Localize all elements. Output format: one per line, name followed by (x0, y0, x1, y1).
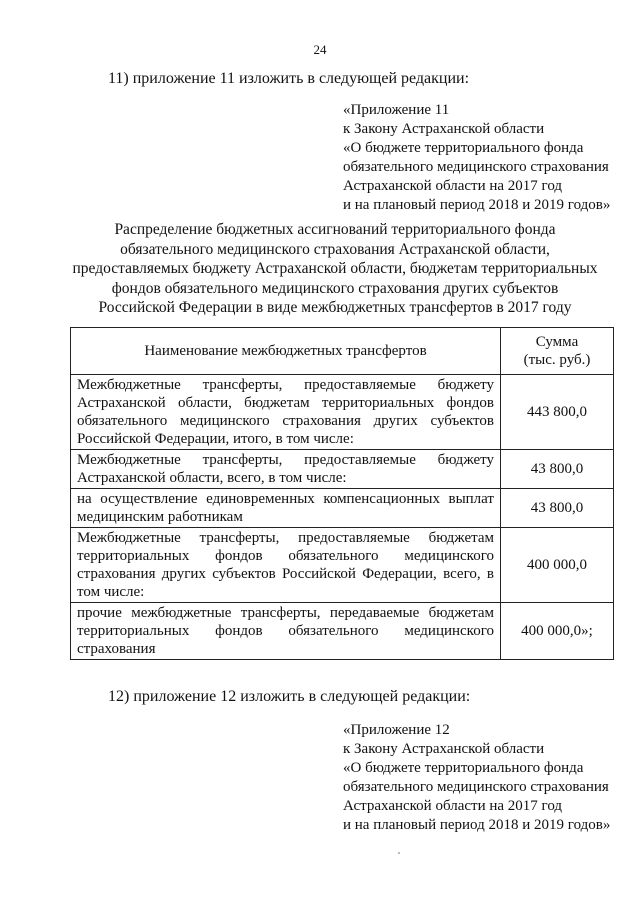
appendix-12-header (343, 721, 610, 835)
table-title-line: Распределение бюджетных ассигнований территориального фонда (114, 221, 556, 238)
row-amount: 400 000,0 (501, 528, 614, 603)
row-amount: 43 800,0 (501, 489, 614, 528)
appendix-header-line: и на плановый период 2018 и 2019 годов» (343, 197, 611, 213)
appendix-header-line: к Закону Астраханской области (343, 741, 545, 757)
row-amount: 443 800,0 (501, 375, 614, 450)
table-row (71, 450, 614, 489)
appendix-header-line: обязательного медицинского страхования (343, 159, 609, 175)
table-row (71, 489, 614, 528)
appendix-header-line: «Приложение 12 (343, 722, 450, 738)
appendix-header-line: обязательного медицинского страхования (343, 779, 609, 795)
header-sum-line: Сумма (535, 334, 579, 350)
row-amount: 400 000,0»; (501, 603, 614, 660)
appendix-header-line: «О бюджете территориального фонда (343, 140, 584, 156)
table-title-line: Российской Федерации в виде межбюджетных трансфертов в 2017 году (98, 299, 572, 316)
header-sum-line: (тыс. руб.) (523, 352, 591, 368)
row-name: Межбюджетные трансферты, предоставляемые бюджету Астраханской области, бюджетам территориальных фондов обязательного медицинского страхования других субъектов Российской Федерации, итого, в том числе: (71, 375, 501, 450)
appendix-header-line: Астраханской области на 2017 год (343, 798, 563, 814)
item-12-instruction: 12) приложение 12 изложить в следующей редакции: (108, 688, 471, 705)
table-row (71, 603, 614, 660)
appendix-header-line: Астраханской области на 2017 год (343, 178, 563, 194)
table-title (70, 220, 600, 318)
appendix-header-line: к Закону Астраханской области (343, 121, 545, 137)
table-header-row (71, 328, 614, 375)
row-name: Межбюджетные трансферты, предоставляемые бюджету Астраханской области, всего, в том числе: (71, 450, 501, 489)
appendix-header-line: и на плановый период 2018 и 2019 годов» (343, 817, 611, 833)
header-sum (501, 328, 614, 375)
row-name: Межбюджетные трансферты, предоставляемые бюджетам территориальных фондов обязательного медицинского страхования других субъектов Российской Федерации, всего, в том числе: (71, 528, 501, 603)
header-name: Наименование межбюджетных трансфертов (71, 328, 501, 375)
row-name: прочие межбюджетные трансферты, передаваемые бюджетам территориальных фондов обязательного медицинского страхования (71, 603, 501, 660)
table-title-line: фондов обязательного медицинского страхования других субъектов (111, 279, 559, 297)
table-row (71, 528, 614, 603)
page-number: 24 (313, 42, 327, 57)
appendix-header-line: «Приложение 11 (343, 102, 450, 118)
item-11-instruction: 11) приложение 11 изложить в следующей редакции: (108, 70, 470, 87)
table-title-line: обязательного медицинского страхования Астраханской области, (120, 240, 550, 258)
appendix-header-line: «О бюджете территориального фонда (343, 760, 584, 776)
table-row (71, 375, 614, 450)
appendix-11-header (343, 101, 610, 215)
row-amount: 43 800,0 (501, 450, 614, 489)
scan-artifact (398, 852, 400, 854)
row-name: на осуществление единовременных компенсационных выплат медицинским работникам (71, 489, 501, 528)
transfers-table (70, 327, 614, 660)
table-title-line: предоставляемых бюджету Астраханской области, бюджетам территориальных (72, 260, 598, 277)
